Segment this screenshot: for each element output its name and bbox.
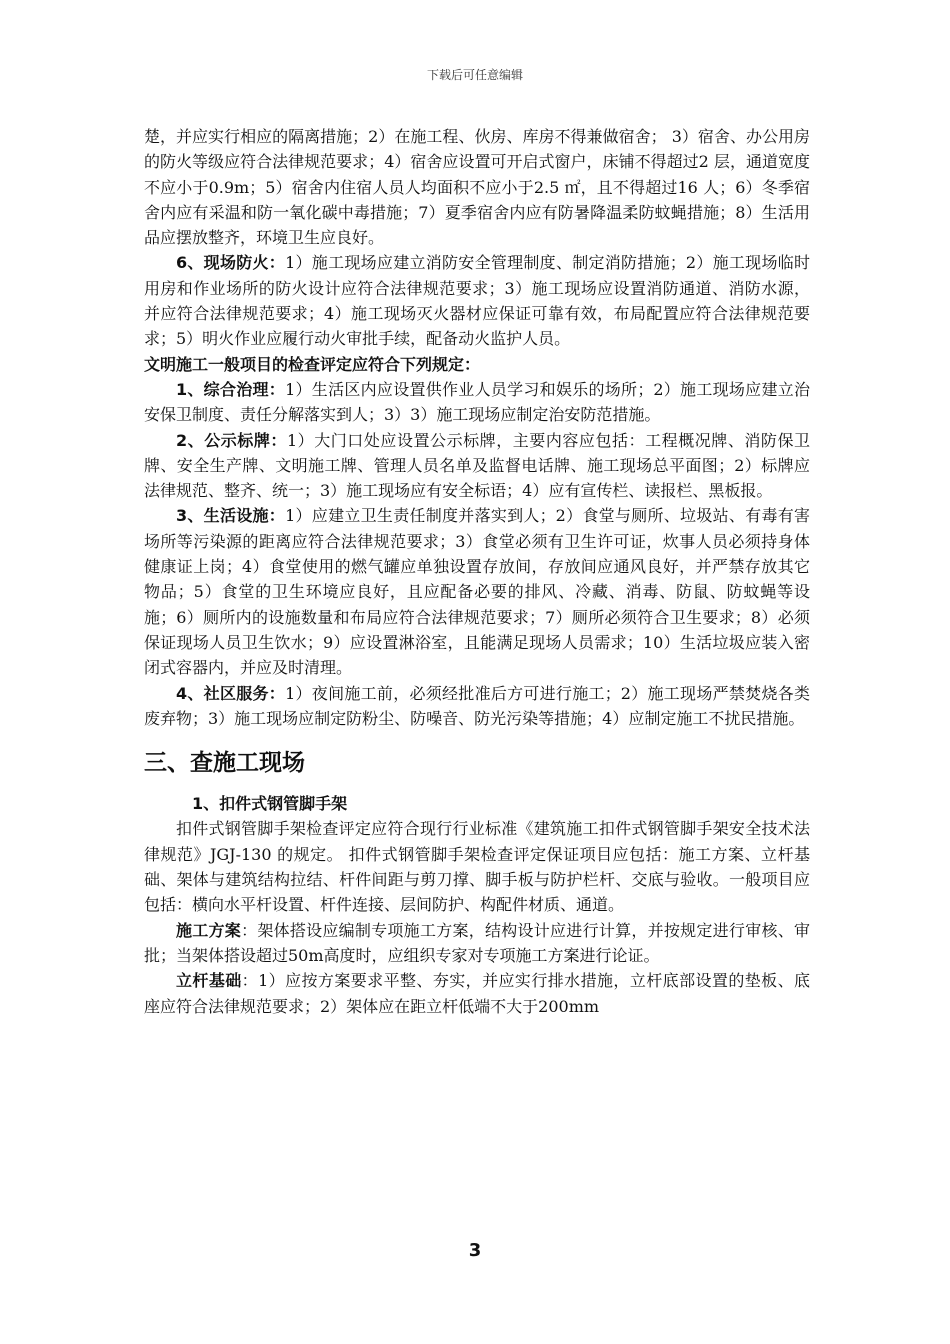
- page-number: 3: [468, 1240, 482, 1261]
- text-public-signage: 1）大门口处应设置公示标牌，主要内容应包括：工程概况牌、消防保卫牌、安全生产牌、文明施工牌、管理人员名单及监督电话牌、施工现场总平面图；2）标牌应法律规范、整齐、统一；3）施工现场应有安全标语；4）应有宣传栏、读报栏、黑板报。: [144, 430, 810, 501]
- label-fire-prevention: 6、现场防火：: [176, 253, 286, 273]
- paragraph-scaffold-standard: 扣件式钢管脚手架检查评定应符合现行行业标准《建筑施工扣件式钢管脚手架安全技术法律规范》JGJ-130 的规定。 扣件式钢管脚手架检查评定保证项目应包括：施工方案、立杆基础、架体与建筑结构拉结、杆件间距与剪刀撑、脚手板与防护栏杆、交底与验收。一般项目应包括：横向水平杆设置、杆件连接、层间防护、构配件材质、通道。: [144, 819, 810, 915]
- paragraph-living-facilities: [144, 503, 810, 680]
- page-header: 下载后可任意编辑: [426, 68, 523, 82]
- paragraph-pole-foundation: [144, 968, 810, 1019]
- text-comprehensive-governance: 1）生活区内应设置供作业人员学习和娱乐的场所；2）施工现场应建立治安保卫制度、责任分解落实到人；3）3）施工现场应制定治安防范措施。: [144, 379, 810, 425]
- document-body: [144, 124, 810, 1019]
- paragraph-public-signage: [144, 428, 810, 504]
- paragraph-fire-prevention: [144, 250, 810, 351]
- paragraph-general-items-heading: 文明施工一般项目的检查评定应符合下列规定：: [144, 354, 481, 374]
- paragraph-construction-plan: [144, 918, 810, 969]
- text-pole-foundation: ：1）应按方案要求平整、夯实，并应实行排水措施，立杆底部设置的垫板、底座应符合法律规范要求；2）架体应在距立杆低端不大于200mm: [144, 971, 810, 1016]
- paragraph-dormitory: 楚，并应实行相应的隔离措施；2）在施工程、伙房、库房不得兼做宿舍； 3）宿舍、办公用房的防火等级应符合法律规范要求；4）宿舍应设置可开启式窗户，床铺不得超过2 层，通道宽度不应小于0.9m；5）宿舍内住宿人员人均面积不应小于2.5 ㎡，且不得超过16 人；6）冬季宿舍内应有采温和防一氧化碳中毒措施；7）夏季宿舍内应有防暑降温柔防蚊蝇措施；8）生活用品应摆放整齐，环境卫生应良好。: [144, 127, 810, 248]
- label-community-service: 4、社区服务：: [176, 683, 286, 703]
- label-pole-foundation: 立杆基础: [176, 971, 242, 991]
- subsection-heading: 1、扣件式钢管脚手架: [192, 794, 348, 814]
- label-living-facilities: 3、生活设施：: [176, 506, 286, 526]
- text-living-facilities: 1）应建立卫生责任制度并落实到人；2）食堂与厕所、垃圾站、有毒有害场所等污染源的距离应符合法律规范要求；3）食堂必须有卫生许可证，炊事人员必须持身体健康证上岗；4）食堂使用的燃气罐应单独设置存放间，存放间应通风良好，并严禁存放其它物品；5）食堂的卫生环境应良好，且应配备必要的排风、冷藏、消毒、防鼠、防蚊蝇等设施；6）厕所内的设施数量和布局应符合法律规范要求；7）厕所必须符合卫生要求；8）必须保证现场人员卫生饮水；9）应设置淋浴室，且能满足现场人员需求；10）生活垃圾应装入密闭式容器内，并应及时清理。: [144, 506, 810, 678]
- label-comprehensive-governance: 1、综合治理：: [176, 379, 286, 399]
- text-construction-plan: ：架体搭设应编制专项施工方案，结构设计应进行计算，并按规定进行审核、审批；当架体搭设超过50m高度时，应组织专家对专项施工方案进行论证。: [144, 920, 810, 965]
- label-public-signage: 2、公示标牌：: [176, 430, 287, 450]
- paragraph-comprehensive-governance: [144, 377, 810, 428]
- section-heading: 三、查施工现场: [144, 750, 305, 777]
- text-community-service: 1）夜间施工前，必须经批准后方可进行施工；2）施工现场严禁焚烧各类废弃物；3）施工现场应制定防粉尘、防噪音、防光污染等措施；4）应制定施工不扰民措施。: [144, 683, 810, 728]
- text-fire-prevention: 1）施工现场应建立消防安全管理制度、制定消防措施；2）施工现场临时用房和作业场所的防火设计应符合法律规范要求；3）施工现场应设置消防通道、消防水源，并应符合法律规范要求；4）施工现场灭火器材应保证可靠有效，布局配置应符合法律规范要求；5）明火作业应履行动火审批手续，配备动火监护人员。: [144, 253, 810, 349]
- label-construction-plan: 施工方案: [176, 920, 242, 940]
- paragraph-community-service: [144, 681, 810, 732]
